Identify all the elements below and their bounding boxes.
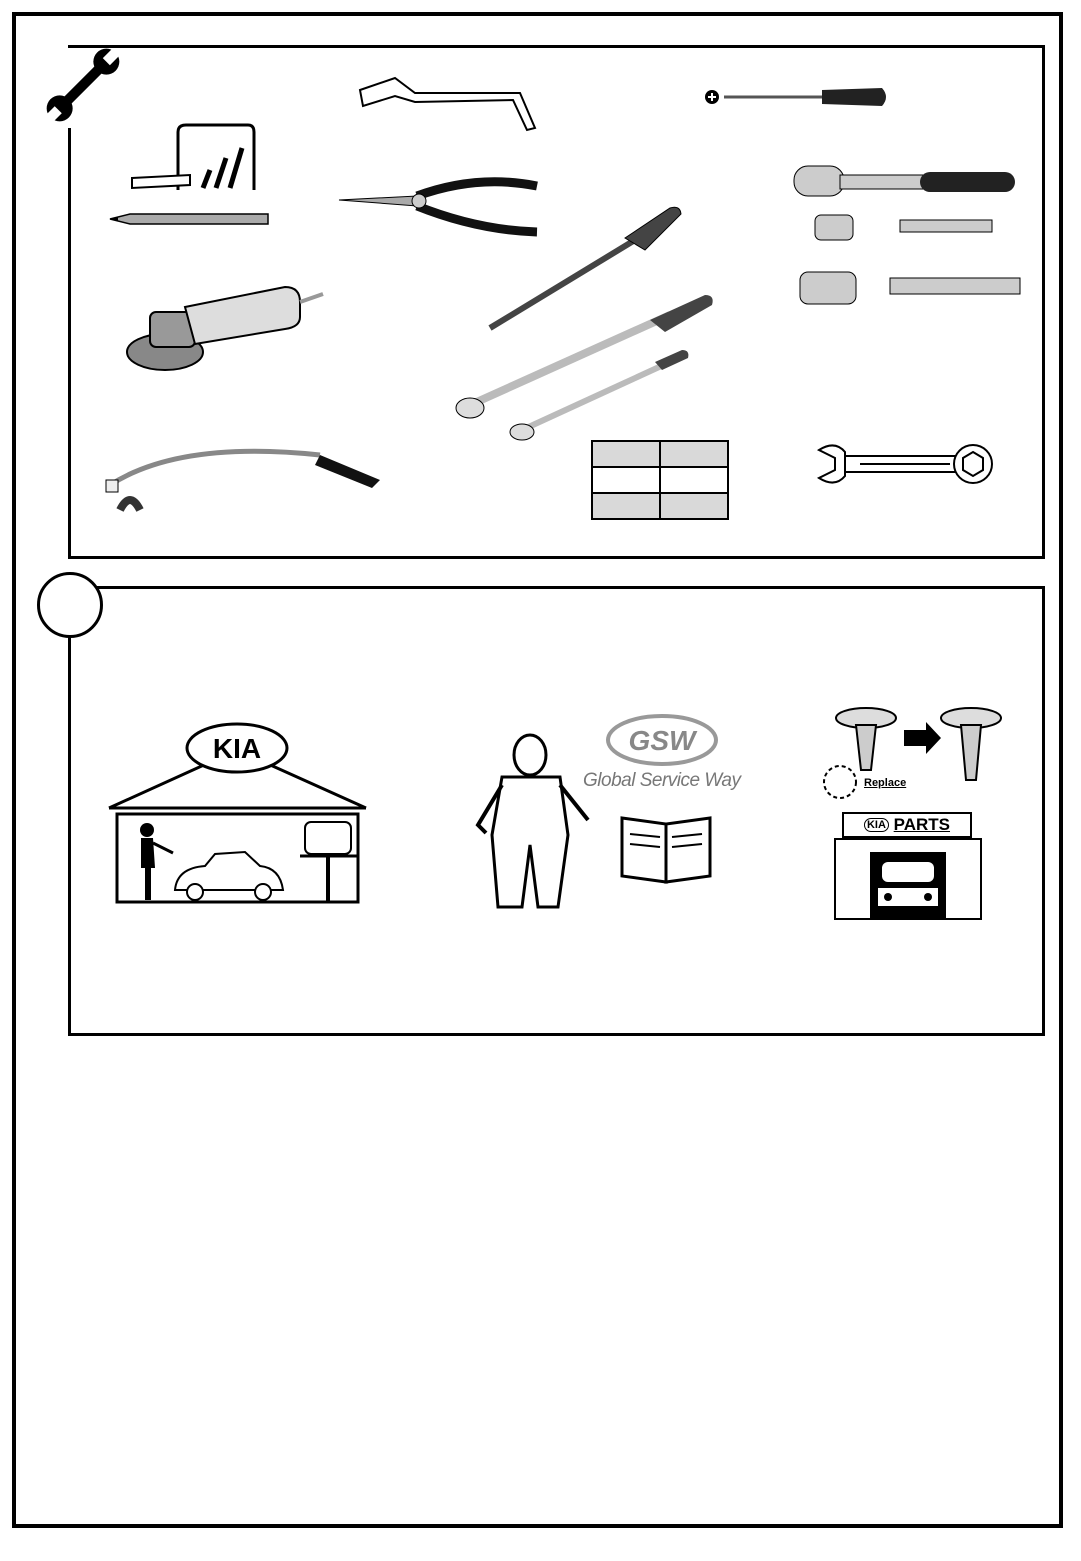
table-row xyxy=(592,441,728,467)
torque-table xyxy=(591,440,729,520)
gsw-logo-icon xyxy=(605,713,720,768)
kia-workshop-illustration xyxy=(105,718,370,908)
table-cell xyxy=(660,493,728,519)
notes-section-left-border xyxy=(68,636,71,1036)
torque-wrench-icon xyxy=(450,290,720,450)
notes-circle-badge xyxy=(37,572,103,638)
phillips-screwdriver-icon xyxy=(702,82,892,112)
table-row xyxy=(592,493,728,519)
magnetic-pickup-tool-icon xyxy=(100,430,385,520)
manual-book-icon xyxy=(620,812,712,884)
table-cell xyxy=(660,441,728,467)
replace-label: Replace xyxy=(864,777,907,789)
pencil-icon xyxy=(108,212,273,226)
wrench-icon xyxy=(38,40,128,130)
mechanic-icon xyxy=(468,725,598,910)
pry-bar-tool-icon xyxy=(355,68,545,133)
parts-car-icon xyxy=(834,838,982,920)
parts-label-text: PARTS xyxy=(893,815,951,834)
angle-grinder-icon xyxy=(125,272,325,382)
table-cell xyxy=(660,467,728,493)
combination-wrench-icon xyxy=(815,440,995,488)
table-cell xyxy=(592,493,660,519)
kia-parts-label xyxy=(842,812,972,838)
table-cell xyxy=(592,467,660,493)
gsw-caption: Global Service Way xyxy=(583,770,741,791)
ratchet-socket-set-icon xyxy=(790,160,1025,310)
clip-replace-icon xyxy=(816,700,1006,800)
kia-logo-text: KIA xyxy=(212,733,262,764)
tape-measure-icon xyxy=(128,120,258,195)
tools-section-left-border xyxy=(68,128,71,559)
table-cell xyxy=(592,441,660,467)
kia-logo-text-left: KIA xyxy=(864,818,889,832)
table-row xyxy=(592,467,728,493)
gsw-logo-text: GSW xyxy=(628,725,696,756)
